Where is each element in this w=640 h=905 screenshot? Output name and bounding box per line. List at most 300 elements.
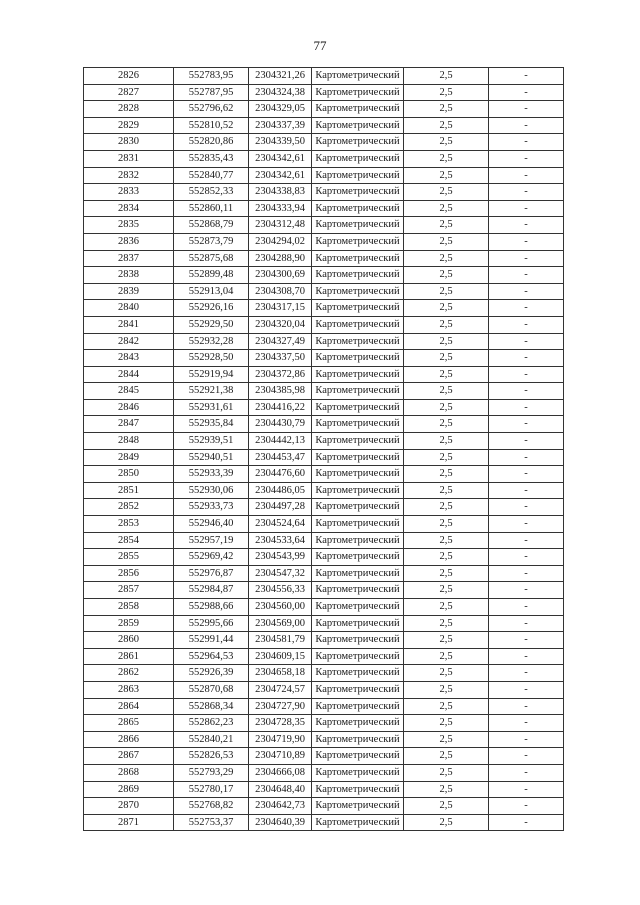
note-cell: - (489, 366, 564, 383)
x-coordinate-cell: 552984,87 (174, 582, 249, 599)
point-number-cell: 2834 (84, 200, 174, 217)
y-coordinate-cell: 2304317,15 (249, 300, 312, 317)
point-number-cell: 2853 (84, 516, 174, 533)
y-coordinate-cell: 2304719,90 (249, 731, 312, 748)
method-cell: Картометрический (312, 731, 404, 748)
method-cell: Картометрический (312, 283, 404, 300)
table-row (84, 632, 564, 649)
note-cell: - (489, 599, 564, 616)
note-cell: - (489, 565, 564, 582)
method-cell: Картометрический (312, 565, 404, 582)
table-row (84, 167, 564, 184)
point-number-cell: 2840 (84, 300, 174, 317)
table-row (84, 150, 564, 167)
accuracy-cell: 2,5 (404, 632, 489, 649)
table-row (84, 482, 564, 499)
note-cell: - (489, 333, 564, 350)
accuracy-cell: 2,5 (404, 68, 489, 85)
y-coordinate-cell: 2304569,00 (249, 615, 312, 632)
point-number-cell: 2842 (84, 333, 174, 350)
table-row (84, 250, 564, 267)
accuracy-cell: 2,5 (404, 267, 489, 284)
x-coordinate-cell: 552787,95 (174, 84, 249, 101)
accuracy-cell: 2,5 (404, 366, 489, 383)
accuracy-cell: 2,5 (404, 101, 489, 118)
accuracy-cell: 2,5 (404, 184, 489, 201)
y-coordinate-cell: 2304524,64 (249, 516, 312, 533)
note-cell: - (489, 698, 564, 715)
method-cell: Картометрический (312, 599, 404, 616)
x-coordinate-cell: 552988,66 (174, 599, 249, 616)
table-row (84, 383, 564, 400)
x-coordinate-cell: 552870,68 (174, 681, 249, 698)
method-cell: Картометрический (312, 366, 404, 383)
point-number-cell: 2866 (84, 731, 174, 748)
note-cell: - (489, 200, 564, 217)
page-number: 77 (313, 38, 327, 53)
x-coordinate-cell: 552820,86 (174, 134, 249, 151)
note-cell: - (489, 101, 564, 118)
accuracy-cell: 2,5 (404, 250, 489, 267)
method-cell: Картометрический (312, 117, 404, 134)
y-coordinate-cell: 2304533,64 (249, 532, 312, 549)
x-coordinate-cell: 552976,87 (174, 565, 249, 582)
method-cell: Картометрический (312, 300, 404, 317)
x-coordinate-cell: 552768,82 (174, 798, 249, 815)
accuracy-cell: 2,5 (404, 798, 489, 815)
method-cell: Картометрический (312, 648, 404, 665)
y-coordinate-cell: 2304329,05 (249, 101, 312, 118)
note-cell: - (489, 648, 564, 665)
x-coordinate-cell: 552940,51 (174, 449, 249, 466)
table-row (84, 565, 564, 582)
y-coordinate-cell: 2304324,38 (249, 84, 312, 101)
y-coordinate-cell: 2304333,94 (249, 200, 312, 217)
method-cell: Картометрический (312, 184, 404, 201)
accuracy-cell: 2,5 (404, 300, 489, 317)
y-coordinate-cell: 2304724,57 (249, 681, 312, 698)
y-coordinate-cell: 2304640,39 (249, 814, 312, 831)
note-cell: - (489, 482, 564, 499)
accuracy-cell: 2,5 (404, 499, 489, 516)
accuracy-cell: 2,5 (404, 748, 489, 765)
y-coordinate-cell: 2304339,50 (249, 134, 312, 151)
x-coordinate-cell: 552840,77 (174, 167, 249, 184)
method-cell: Картометрический (312, 316, 404, 333)
x-coordinate-cell: 552796,62 (174, 101, 249, 118)
accuracy-cell: 2,5 (404, 350, 489, 367)
accuracy-cell: 2,5 (404, 433, 489, 450)
x-coordinate-cell: 552753,37 (174, 814, 249, 831)
method-cell: Картометрический (312, 233, 404, 250)
note-cell: - (489, 150, 564, 167)
point-number-cell: 2870 (84, 798, 174, 815)
method-cell: Картометрический (312, 449, 404, 466)
point-number-cell: 2864 (84, 698, 174, 715)
method-cell: Картометрический (312, 748, 404, 765)
note-cell: - (489, 233, 564, 250)
accuracy-cell: 2,5 (404, 582, 489, 599)
note-cell: - (489, 715, 564, 732)
x-coordinate-cell: 552868,34 (174, 698, 249, 715)
method-cell: Картометрический (312, 764, 404, 781)
accuracy-cell: 2,5 (404, 84, 489, 101)
note-cell: - (489, 466, 564, 483)
y-coordinate-cell: 2304385,98 (249, 383, 312, 400)
table-row (84, 599, 564, 616)
accuracy-cell: 2,5 (404, 217, 489, 234)
accuracy-cell: 2,5 (404, 283, 489, 300)
method-cell: Картометрический (312, 549, 404, 566)
table-row (84, 84, 564, 101)
y-coordinate-cell: 2304320,04 (249, 316, 312, 333)
method-cell: Картометрический (312, 582, 404, 599)
point-number-cell: 2865 (84, 715, 174, 732)
x-coordinate-cell: 552875,68 (174, 250, 249, 267)
accuracy-cell: 2,5 (404, 599, 489, 616)
method-cell: Картометрический (312, 681, 404, 698)
x-coordinate-cell: 552852,33 (174, 184, 249, 201)
method-cell: Картометрический (312, 101, 404, 118)
y-coordinate-cell: 2304609,15 (249, 648, 312, 665)
accuracy-cell: 2,5 (404, 549, 489, 566)
accuracy-cell: 2,5 (404, 383, 489, 400)
x-coordinate-cell: 552939,51 (174, 433, 249, 450)
method-cell: Картометрический (312, 781, 404, 798)
x-coordinate-cell: 552929,50 (174, 316, 249, 333)
method-cell: Картометрический (312, 499, 404, 516)
x-coordinate-cell: 552919,94 (174, 366, 249, 383)
table-row (84, 665, 564, 682)
point-number-cell: 2847 (84, 416, 174, 433)
table-row (84, 416, 564, 433)
method-cell: Картометрический (312, 217, 404, 234)
note-cell: - (489, 665, 564, 682)
y-coordinate-cell: 2304581,79 (249, 632, 312, 649)
note-cell: - (489, 399, 564, 416)
method-cell: Картометрический (312, 433, 404, 450)
note-cell: - (489, 449, 564, 466)
point-number-cell: 2850 (84, 466, 174, 483)
y-coordinate-cell: 2304497,28 (249, 499, 312, 516)
point-number-cell: 2848 (84, 433, 174, 450)
x-coordinate-cell: 552969,42 (174, 549, 249, 566)
accuracy-cell: 2,5 (404, 698, 489, 715)
accuracy-cell: 2,5 (404, 565, 489, 582)
method-cell: Картометрический (312, 665, 404, 682)
table-row (84, 731, 564, 748)
table-row (84, 267, 564, 284)
x-coordinate-cell: 552946,40 (174, 516, 249, 533)
note-cell: - (489, 300, 564, 317)
y-coordinate-cell: 2304666,08 (249, 764, 312, 781)
accuracy-cell: 2,5 (404, 416, 489, 433)
y-coordinate-cell: 2304728,35 (249, 715, 312, 732)
table-row (84, 582, 564, 599)
table-row (84, 648, 564, 665)
table-row (84, 532, 564, 549)
method-cell: Картометрический (312, 798, 404, 815)
note-cell: - (489, 814, 564, 831)
table-row (84, 366, 564, 383)
x-coordinate-cell: 552913,04 (174, 283, 249, 300)
method-cell: Картометрический (312, 466, 404, 483)
point-number-cell: 2828 (84, 101, 174, 118)
note-cell: - (489, 549, 564, 566)
point-number-cell: 2843 (84, 350, 174, 367)
accuracy-cell: 2,5 (404, 117, 489, 134)
point-number-cell: 2855 (84, 549, 174, 566)
accuracy-cell: 2,5 (404, 333, 489, 350)
x-coordinate-cell: 552926,16 (174, 300, 249, 317)
x-coordinate-cell: 552793,29 (174, 764, 249, 781)
method-cell: Картометрический (312, 416, 404, 433)
accuracy-cell: 2,5 (404, 764, 489, 781)
x-coordinate-cell: 552899,48 (174, 267, 249, 284)
coordinates-table (83, 67, 564, 831)
point-number-cell: 2838 (84, 267, 174, 284)
point-number-cell: 2837 (84, 250, 174, 267)
table-row (84, 449, 564, 466)
note-cell: - (489, 350, 564, 367)
x-coordinate-cell: 552930,06 (174, 482, 249, 499)
y-coordinate-cell: 2304372,86 (249, 366, 312, 383)
x-coordinate-cell: 552933,73 (174, 499, 249, 516)
point-number-cell: 2860 (84, 632, 174, 649)
method-cell: Картометрический (312, 698, 404, 715)
x-coordinate-cell: 552780,17 (174, 781, 249, 798)
note-cell: - (489, 433, 564, 450)
note-cell: - (489, 582, 564, 599)
y-coordinate-cell: 2304288,90 (249, 250, 312, 267)
x-coordinate-cell: 552873,79 (174, 233, 249, 250)
note-cell: - (489, 681, 564, 698)
y-coordinate-cell: 2304321,26 (249, 68, 312, 85)
table-row (84, 350, 564, 367)
point-number-cell: 2851 (84, 482, 174, 499)
table-row (84, 715, 564, 732)
y-coordinate-cell: 2304642,73 (249, 798, 312, 815)
y-coordinate-cell: 2304710,89 (249, 748, 312, 765)
y-coordinate-cell: 2304560,00 (249, 599, 312, 616)
accuracy-cell: 2,5 (404, 532, 489, 549)
note-cell: - (489, 217, 564, 234)
x-coordinate-cell: 552860,11 (174, 200, 249, 217)
table-row (84, 184, 564, 201)
method-cell: Картометрический (312, 482, 404, 499)
table-row (84, 333, 564, 350)
point-number-cell: 2856 (84, 565, 174, 582)
x-coordinate-cell: 552933,39 (174, 466, 249, 483)
table-row (84, 200, 564, 217)
point-number-cell: 2869 (84, 781, 174, 798)
point-number-cell: 2857 (84, 582, 174, 599)
y-coordinate-cell: 2304416,22 (249, 399, 312, 416)
x-coordinate-cell: 552826,53 (174, 748, 249, 765)
accuracy-cell: 2,5 (404, 648, 489, 665)
point-number-cell: 2845 (84, 383, 174, 400)
y-coordinate-cell: 2304486,05 (249, 482, 312, 499)
y-coordinate-cell: 2304543,99 (249, 549, 312, 566)
point-number-cell: 2854 (84, 532, 174, 549)
x-coordinate-cell: 552935,84 (174, 416, 249, 433)
y-coordinate-cell: 2304476,60 (249, 466, 312, 483)
note-cell: - (489, 416, 564, 433)
accuracy-cell: 2,5 (404, 134, 489, 151)
point-number-cell: 2849 (84, 449, 174, 466)
accuracy-cell: 2,5 (404, 200, 489, 217)
point-number-cell: 2832 (84, 167, 174, 184)
accuracy-cell: 2,5 (404, 316, 489, 333)
method-cell: Картометрический (312, 267, 404, 284)
point-number-cell: 2827 (84, 84, 174, 101)
accuracy-cell: 2,5 (404, 150, 489, 167)
note-cell: - (489, 117, 564, 134)
y-coordinate-cell: 2304300,69 (249, 267, 312, 284)
table-row (84, 233, 564, 250)
accuracy-cell: 2,5 (404, 167, 489, 184)
table-row (84, 681, 564, 698)
accuracy-cell: 2,5 (404, 665, 489, 682)
table-row (84, 764, 564, 781)
accuracy-cell: 2,5 (404, 233, 489, 250)
y-coordinate-cell: 2304338,83 (249, 184, 312, 201)
y-coordinate-cell: 2304547,32 (249, 565, 312, 582)
y-coordinate-cell: 2304337,50 (249, 350, 312, 367)
accuracy-cell: 2,5 (404, 781, 489, 798)
y-coordinate-cell: 2304442,13 (249, 433, 312, 450)
table-row (84, 68, 564, 85)
method-cell: Картометрический (312, 532, 404, 549)
x-coordinate-cell: 552783,95 (174, 68, 249, 85)
table-row (84, 117, 564, 134)
note-cell: - (489, 68, 564, 85)
method-cell: Картометрический (312, 84, 404, 101)
note-cell: - (489, 516, 564, 533)
method-cell: Картометрический (312, 715, 404, 732)
y-coordinate-cell: 2304294,02 (249, 233, 312, 250)
table-row (84, 466, 564, 483)
method-cell: Картометрический (312, 68, 404, 85)
x-coordinate-cell: 552928,50 (174, 350, 249, 367)
note-cell: - (489, 781, 564, 798)
accuracy-cell: 2,5 (404, 516, 489, 533)
x-coordinate-cell: 552932,28 (174, 333, 249, 350)
x-coordinate-cell: 552991,44 (174, 632, 249, 649)
y-coordinate-cell: 2304430,79 (249, 416, 312, 433)
accuracy-cell: 2,5 (404, 814, 489, 831)
table-row (84, 698, 564, 715)
point-number-cell: 2835 (84, 217, 174, 234)
accuracy-cell: 2,5 (404, 681, 489, 698)
x-coordinate-cell: 552995,66 (174, 615, 249, 632)
note-cell: - (489, 764, 564, 781)
note-cell: - (489, 316, 564, 333)
table-row (84, 433, 564, 450)
accuracy-cell: 2,5 (404, 715, 489, 732)
point-number-cell: 2861 (84, 648, 174, 665)
y-coordinate-cell: 2304727,90 (249, 698, 312, 715)
table-row (84, 781, 564, 798)
table-row (84, 615, 564, 632)
point-number-cell: 2836 (84, 233, 174, 250)
method-cell: Картометрический (312, 134, 404, 151)
table-row (84, 300, 564, 317)
note-cell: - (489, 267, 564, 284)
note-cell: - (489, 250, 564, 267)
x-coordinate-cell: 552840,21 (174, 731, 249, 748)
note-cell: - (489, 84, 564, 101)
method-cell: Картометрический (312, 383, 404, 400)
accuracy-cell: 2,5 (404, 482, 489, 499)
x-coordinate-cell: 552862,23 (174, 715, 249, 732)
y-coordinate-cell: 2304342,61 (249, 150, 312, 167)
method-cell: Картометрический (312, 516, 404, 533)
y-coordinate-cell: 2304327,49 (249, 333, 312, 350)
table-row (84, 217, 564, 234)
x-coordinate-cell: 552868,79 (174, 217, 249, 234)
y-coordinate-cell: 2304312,48 (249, 217, 312, 234)
note-cell: - (489, 167, 564, 184)
point-number-cell: 2846 (84, 399, 174, 416)
point-number-cell: 2871 (84, 814, 174, 831)
method-cell: Картометрический (312, 814, 404, 831)
accuracy-cell: 2,5 (404, 449, 489, 466)
y-coordinate-cell: 2304648,40 (249, 781, 312, 798)
x-coordinate-cell: 552810,52 (174, 117, 249, 134)
x-coordinate-cell: 552921,38 (174, 383, 249, 400)
point-number-cell: 2844 (84, 366, 174, 383)
accuracy-cell: 2,5 (404, 399, 489, 416)
point-number-cell: 2833 (84, 184, 174, 201)
note-cell: - (489, 499, 564, 516)
method-cell: Картометрический (312, 399, 404, 416)
note-cell: - (489, 134, 564, 151)
table-row (84, 101, 564, 118)
method-cell: Картометрический (312, 150, 404, 167)
y-coordinate-cell: 2304337,39 (249, 117, 312, 134)
point-number-cell: 2831 (84, 150, 174, 167)
method-cell: Картометрический (312, 200, 404, 217)
y-coordinate-cell: 2304342,61 (249, 167, 312, 184)
table-row (84, 399, 564, 416)
y-coordinate-cell: 2304556,33 (249, 582, 312, 599)
y-coordinate-cell: 2304308,70 (249, 283, 312, 300)
note-cell: - (489, 748, 564, 765)
note-cell: - (489, 632, 564, 649)
y-coordinate-cell: 2304658,18 (249, 665, 312, 682)
table-row (84, 549, 564, 566)
point-number-cell: 2868 (84, 764, 174, 781)
note-cell: - (489, 615, 564, 632)
point-number-cell: 2826 (84, 68, 174, 85)
method-cell: Картометрический (312, 350, 404, 367)
table-row (84, 814, 564, 831)
table-row (84, 499, 564, 516)
note-cell: - (489, 532, 564, 549)
accuracy-cell: 2,5 (404, 731, 489, 748)
point-number-cell: 2830 (84, 134, 174, 151)
table-row (84, 516, 564, 533)
accuracy-cell: 2,5 (404, 466, 489, 483)
table-body (84, 68, 564, 831)
point-number-cell: 2829 (84, 117, 174, 134)
table-row (84, 748, 564, 765)
point-number-cell: 2852 (84, 499, 174, 516)
point-number-cell: 2867 (84, 748, 174, 765)
table-row (84, 283, 564, 300)
point-number-cell: 2858 (84, 599, 174, 616)
